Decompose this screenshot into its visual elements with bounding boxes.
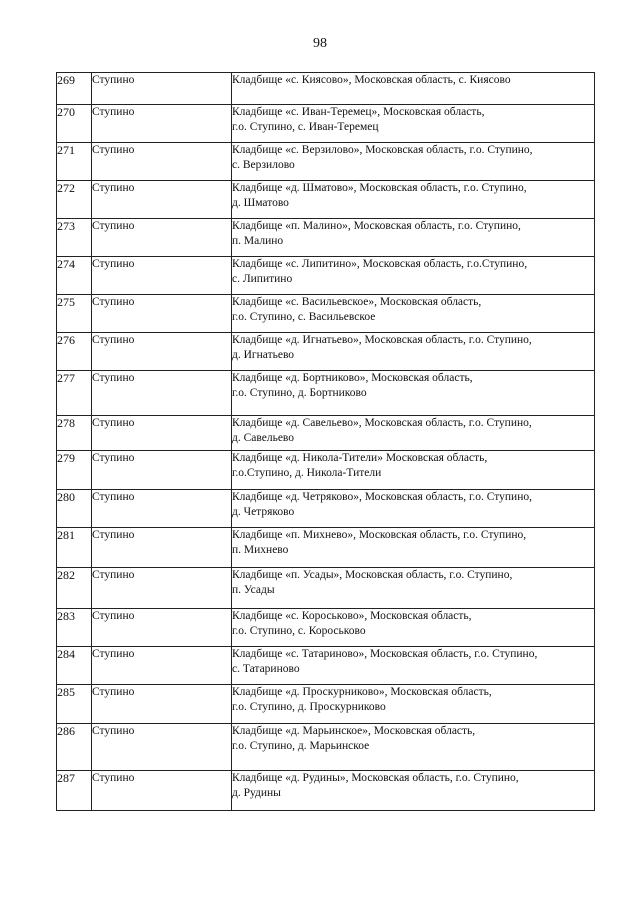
cemetery-address bbox=[232, 609, 595, 647]
address-line-1: Кладбище «д. Бортниково», Московская область, bbox=[232, 372, 473, 384]
address-line-2: с. Верзилово bbox=[232, 159, 295, 171]
address-line-2: г.о. Ступино, д. Проскурниково bbox=[232, 701, 386, 713]
row-number: 280 bbox=[57, 490, 92, 528]
cemetery-address bbox=[232, 685, 595, 724]
city-name: Ступино bbox=[92, 568, 232, 609]
table-row bbox=[57, 771, 595, 811]
cemetery-address bbox=[232, 105, 595, 143]
city-name: Ступино bbox=[92, 609, 232, 647]
cemetery-table bbox=[56, 72, 595, 811]
city-name: Ступино bbox=[92, 219, 232, 257]
table-row bbox=[57, 451, 595, 490]
row-number: 282 bbox=[57, 568, 92, 609]
table-row bbox=[57, 724, 595, 771]
address-line-1: Кладбище «д. Савельево», Московская область, г.о. Ступино, bbox=[232, 417, 532, 429]
address-line-1: Кладбище «п. Усады», Московская область, г.о. Ступино, bbox=[232, 569, 513, 581]
city-name: Ступино bbox=[92, 490, 232, 528]
cemetery-address bbox=[232, 295, 595, 333]
address-line-1: Кладбище «п. Малино», Московская область, г.о. Ступино, bbox=[232, 220, 521, 232]
address-line-2: д. Савельево bbox=[232, 432, 295, 444]
row-number: 287 bbox=[57, 771, 92, 811]
address-line-2: д. Рудины bbox=[232, 787, 281, 799]
address-line-2: г.о. Ступино, с. Васильевское bbox=[232, 311, 376, 323]
city-name: Ступино bbox=[92, 181, 232, 219]
address-line-1: Кладбище «с. Иван-Теремец», Московская область, bbox=[232, 106, 485, 118]
address-line-1: Кладбище «д. Игнатьево», Московская область, г.о. Ступино, bbox=[232, 334, 532, 346]
cemetery-address bbox=[232, 219, 595, 257]
table-row bbox=[57, 295, 595, 333]
cemetery-address bbox=[232, 490, 595, 528]
cemetery-address bbox=[232, 143, 595, 181]
address-line-1: Кладбище «п. Михнево», Московская область, г.о. Ступино, bbox=[232, 529, 527, 541]
address-line-1: Кладбище «с. Верзилово», Московская область, г.о. Ступино, bbox=[232, 144, 533, 156]
row-number: 286 bbox=[57, 724, 92, 771]
row-number: 281 bbox=[57, 528, 92, 568]
address-line-2: д. Игнатьево bbox=[232, 349, 295, 361]
row-number: 274 bbox=[57, 257, 92, 295]
table-row bbox=[57, 219, 595, 257]
table-row bbox=[57, 333, 595, 371]
page-number: 98 bbox=[313, 36, 327, 51]
address-line-2: п. Усады bbox=[232, 584, 275, 596]
table-row bbox=[57, 528, 595, 568]
address-line-2: г.о. Ступино, с. Короськово bbox=[232, 625, 366, 637]
address-line-2: г.о. Ступино, д. Марьинское bbox=[232, 740, 370, 752]
row-number: 277 bbox=[57, 371, 92, 416]
cemetery-address bbox=[232, 333, 595, 371]
city-name: Ступино bbox=[92, 771, 232, 811]
cemetery-address bbox=[232, 451, 595, 490]
address-line-1: Кладбище «с. Липитино», Московская область, г.о.Ступино, bbox=[232, 258, 528, 270]
cemetery-address bbox=[232, 771, 595, 811]
row-number: 275 bbox=[57, 295, 92, 333]
city-name: Ступино bbox=[92, 685, 232, 724]
table-row bbox=[57, 685, 595, 724]
city-name: Ступино bbox=[92, 73, 232, 105]
address-line-1: Кладбище «д. Четряково», Московская область, г.о. Ступино, bbox=[232, 491, 532, 503]
address-line-2: г.о. Ступино, с. Иван-Теремец bbox=[232, 121, 379, 133]
cemetery-address bbox=[232, 73, 595, 105]
city-name: Ступино bbox=[92, 295, 232, 333]
city-name: Ступино bbox=[92, 105, 232, 143]
table-row bbox=[57, 73, 595, 105]
cemetery-address bbox=[232, 647, 595, 685]
address-line-1: Кладбище «д. Шматово», Московская область, г.о. Ступино, bbox=[232, 182, 527, 194]
table-row bbox=[57, 416, 595, 451]
cemetery-address bbox=[232, 181, 595, 219]
row-number: 276 bbox=[57, 333, 92, 371]
address-line-2: с. Липитино bbox=[232, 273, 293, 285]
address-line-2: д. Шматово bbox=[232, 197, 289, 209]
cemetery-address bbox=[232, 416, 595, 451]
cemetery-address bbox=[232, 724, 595, 771]
address-line-2: д. Четряково bbox=[232, 506, 295, 518]
cemetery-address bbox=[232, 528, 595, 568]
row-number: 273 bbox=[57, 219, 92, 257]
address-line-2: г.о.Ступино, д. Никола-Тители bbox=[232, 467, 382, 479]
city-name: Ступино bbox=[92, 143, 232, 181]
city-name: Ступино bbox=[92, 528, 232, 568]
city-name: Ступино bbox=[92, 647, 232, 685]
row-number: 278 bbox=[57, 416, 92, 451]
table-row bbox=[57, 257, 595, 295]
row-number: 272 bbox=[57, 181, 92, 219]
city-name: Ступино bbox=[92, 416, 232, 451]
address-line-2: п. Михнево bbox=[232, 544, 289, 556]
table-row bbox=[57, 647, 595, 685]
table-row bbox=[57, 105, 595, 143]
address-line-1: Кладбище «с. Васильевское», Московская область, bbox=[232, 296, 482, 308]
row-number: 269 bbox=[57, 73, 92, 105]
table-row bbox=[57, 143, 595, 181]
table-row bbox=[57, 181, 595, 219]
row-number: 271 bbox=[57, 143, 92, 181]
city-name: Ступино bbox=[92, 451, 232, 490]
address-line-2: г.о. Ступино, д. Бортниково bbox=[232, 387, 367, 399]
address-line-1: Кладбище «с. Татариново», Московская область, г.о. Ступино, bbox=[232, 648, 538, 660]
row-number: 279 bbox=[57, 451, 92, 490]
cemetery-address bbox=[232, 371, 595, 416]
address-line-1: Кладбище «д. Проскурниково», Московская область, bbox=[232, 686, 492, 698]
address-line-1: Кладбище «д. Рудины», Московская область, г.о. Ступино, bbox=[232, 772, 519, 784]
row-number: 285 bbox=[57, 685, 92, 724]
city-name: Ступино bbox=[92, 257, 232, 295]
row-number: 270 bbox=[57, 105, 92, 143]
address-line-1: Кладбище «д. Марьинское», Московская область, bbox=[232, 725, 476, 737]
cemetery-address bbox=[232, 568, 595, 609]
city-name: Ступино bbox=[92, 724, 232, 771]
table-row bbox=[57, 609, 595, 647]
cemetery-address bbox=[232, 257, 595, 295]
address-line-2: с. Татариново bbox=[232, 663, 300, 675]
address-line-1: Кладбище «с. Киясово», Московская область, с. Киясово bbox=[232, 74, 511, 86]
address-line-2: п. Малино bbox=[232, 235, 284, 247]
row-number: 283 bbox=[57, 609, 92, 647]
table-row bbox=[57, 490, 595, 528]
table-row bbox=[57, 371, 595, 416]
city-name: Ступино bbox=[92, 371, 232, 416]
address-line-1: Кладбище «с. Короськово», Московская область, bbox=[232, 610, 472, 622]
address-line-1: Кладбище «д. Никола-Тители» Московская область, bbox=[232, 452, 488, 464]
city-name: Ступино bbox=[92, 333, 232, 371]
row-number: 284 bbox=[57, 647, 92, 685]
table-row bbox=[57, 568, 595, 609]
